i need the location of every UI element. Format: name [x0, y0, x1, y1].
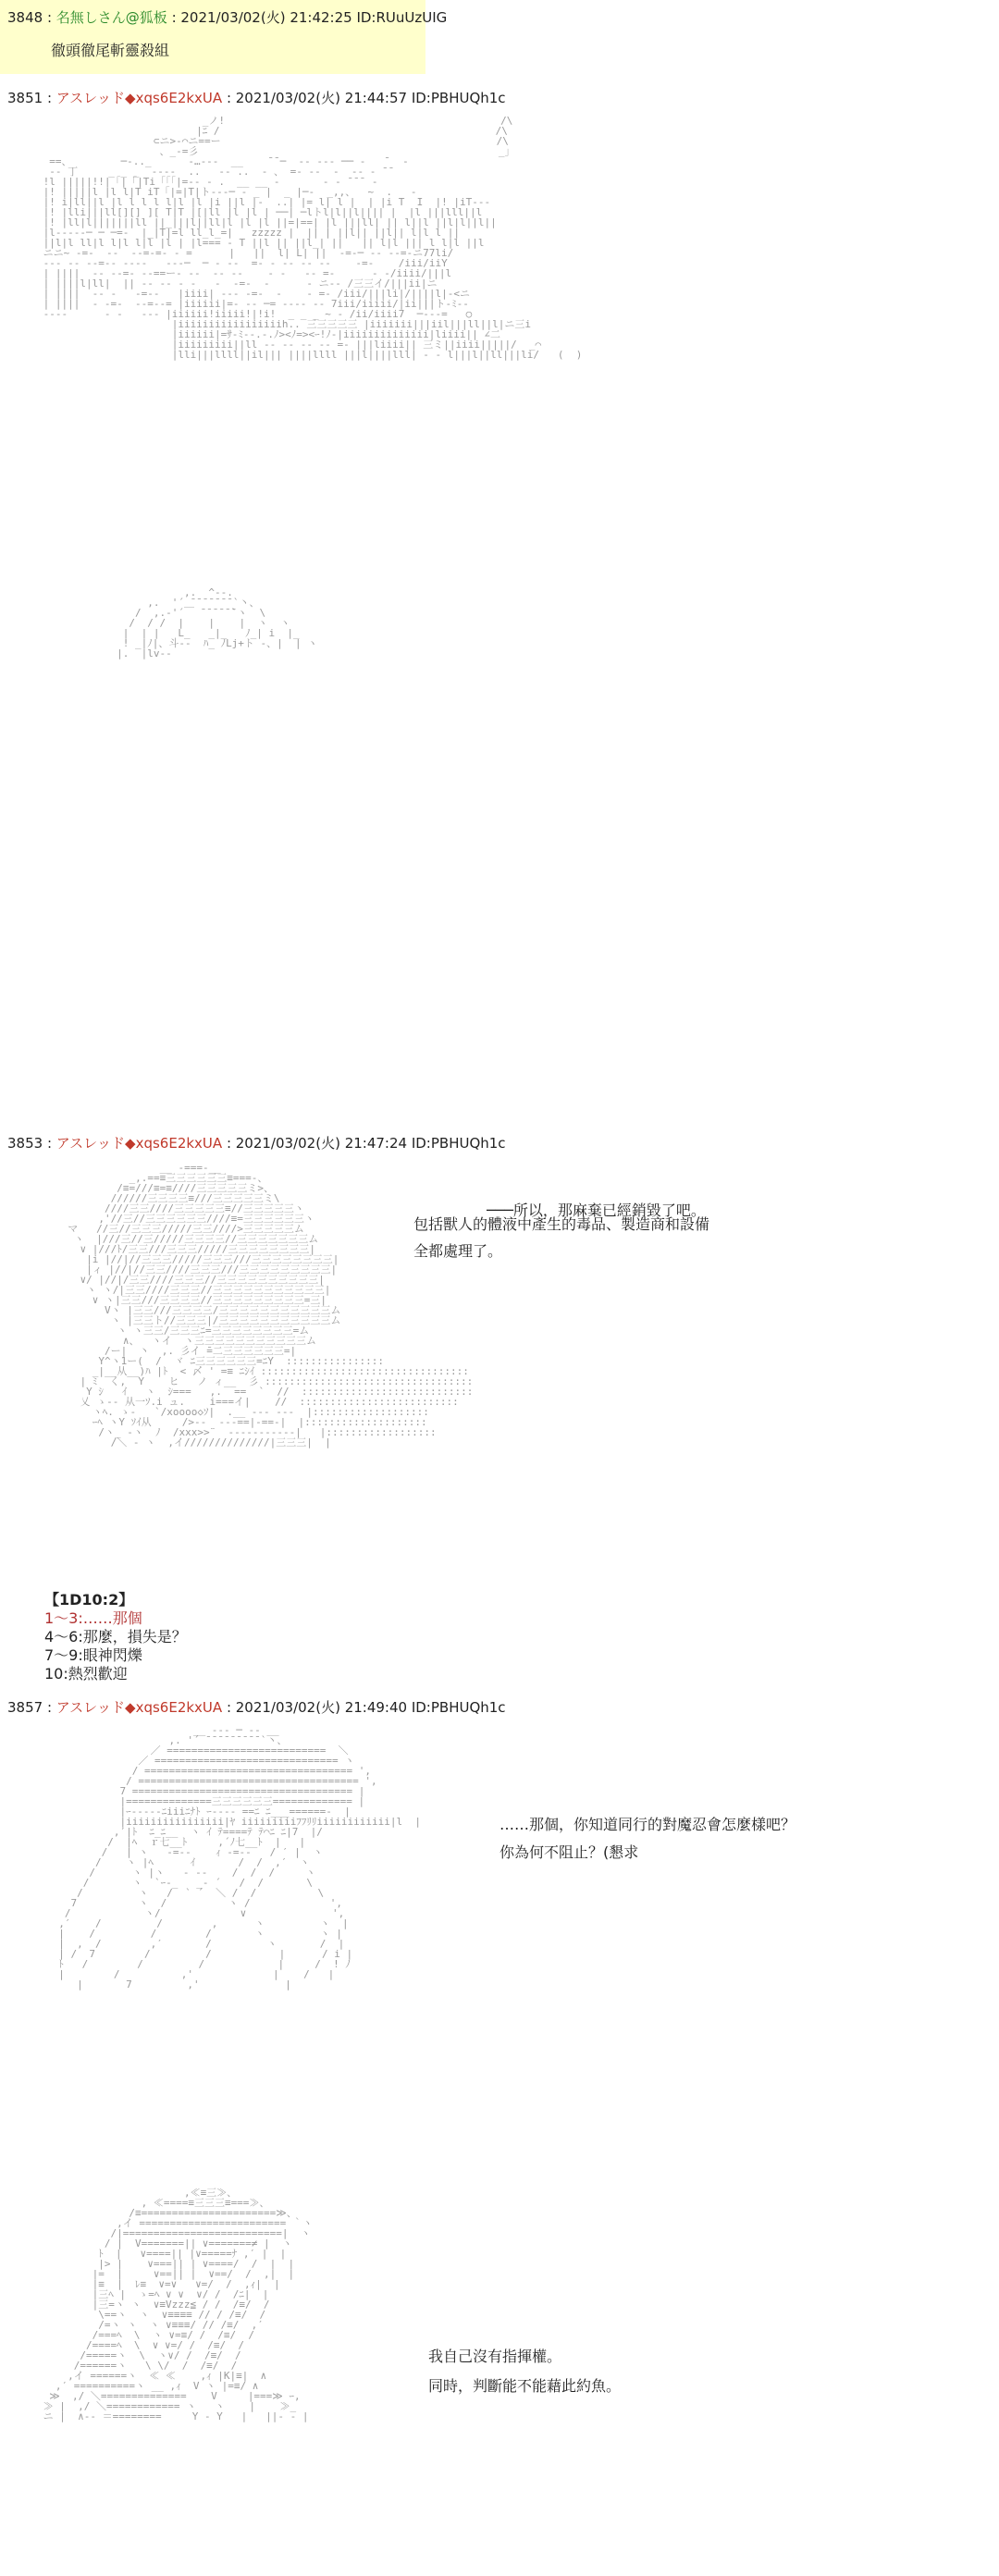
post-number[interactable]: 3851	[7, 90, 43, 106]
poster-name[interactable]: アスレッド	[56, 1699, 126, 1716]
post-body: ───所以，那麻棄已經銷毀了吧。	[487, 1202, 706, 1219]
ascii-art-character-1: ,. ^‐-. ,. '´ ̄ ̄ ̄ ̄ ̄ ̄ ̄ `丶、 / ,.‐'´￣ ̄ ̄ ̄ ̄ ̄ ̄`ヽ \ / / / | | | ヽ ヽ | | | L_ _|_ ﾉ_| i |_ ! _|ﾉ|、斗‐- ﾊ_ ﾉLj+ト ‐、| | ヽ |. |lv‐- ───所以，那麻棄已經銷毀了吧。	[117, 586, 706, 1219]
ascii-art-character-2: __ -===-__ _,.==≡三三三三三三≡===-、 /≡=///≡=≡////三三三三三ミ>、 //////三三三三≡///三三三三三ミ\ ////三三////三三三三三≡//三三三三三ヽ ,'//三//三三三三三三////≡=三三三三三三ヽ マ //三//三三三/////三三////>三三三三三ム ヽ |///三//三/////三三三三//三三三三三三三ム ∨ |///ﾄ/三三///三三三/////三三三三三三三三| |i |//|//三三三/////三三三///三三三三三三三三| |ィ |//|//三三////三三三///三三三三三三三三三| ∨/ |//|/三三////三三三//三三三三三三三三三三| ヽ ヽ/|三三////三三三//三三三三三三三三三三三| ∨ ヽ|三三///三三三三//三三三三三三三三三=三| Vヽ |三三///三三三三/三三三三三三三三三三三ム ヽ |三三ト//三三三|/三三三三三三三三三三三ム ヽ ヽ三三/三三三ﾆ=三三三三三三三三=ム ∧、 ヽイ ヽ三三三三三三三三三三三ム /ー| 丶 ,. 彡イ ̄=二三三三三三三=| Y^ヽ1ー( / ヾ ﾆ三三三三三三=ﾆY :::::::::::::::: _|__从__)ﾊ |ﾄ < 〆 ' =≡ ﾆｼｲ :::::::::::::::::::::::::::::::::: | ﾐ く, Y ヒ ノ ィ__ 彡 :::::::::::::::::::::::::::::::::: Y ｼ ｲ ヽ ｼ=== ,. == ` // :::::::::::::::::::::::::::: 乂 ゝ‐- 从一ｿ.i ュ. i===イ| // :::::::::::::::::::::::::: ヽﾍ. ゝ‐ `/xoooo◇ｿ| .__ ‐‐‐ ‐‐‐ |::::::::::::::::::: ｰﾍ ヽY ｿｲ从 />‐‐ ‐‐‐==|-==‐| |:::::::::::::::::::: /ヽ_ ‐ヽ ﾉ /xxx>>¨ ‐‐‐‐‐‐‐‐‐‐‐| |:::::::::::::::::: /＼ ‐ ヽ ,イ//////////////|三三三| |	[68, 1162, 474, 1448]
post-header	[7, 7, 447, 27]
post-meta: : 2021/03/02(火) 21:42:25 ID:RUuUzUIG	[166, 9, 448, 26]
dice-option: 4〜6:那麼，損失是？	[44, 1628, 187, 1645]
post-meta: : 2021/03/02(火) 21:47:24 ID:PBHUQh1c	[222, 1135, 506, 1152]
poster-trip: ◆xqs6E2kxUA	[125, 90, 223, 106]
poster-trip: ◆xqs6E2kxUA	[125, 1135, 223, 1152]
ascii-art-character-4: ,≪≡三≫、 , ≪====≡三三三≡===≫、 /≡======================≫、 ,イ ======================== ｀ヽ /|==========================| ヽ / | V=======|| ∨=======≠ | ヽ ﾄ | ∨====|| |∨=====ﾅ ,′ | | |> | ∨===|| | ∨====/ / | | |= | ∨==|| | ∨==/ / ,| | |≡ | ﾚ≡ ∨=∨ ∨=/ / ,ｨ| | |三ﾍ | ゝ=ﾍ ∨ ∨ ∨/ / /ﾆ| | |三=ヽ ヽ ∨≡Vzzz≦ / / /≡/ / \==ヽ ヽ ∨≡≡≡≡ // / /≡/ / /=ヽ ヽ ヽ ∨≡≡≡/ // /≡/ ,′ /===ﾍ \ ヽ ∨=≡/ / /≡/ / /====ﾍ \ ∨ ∨=/ / /≡/ / /=====ヽ \ ヽ∨/ / /≡/ / /======ヽ \ \/ / /≡/ / ,イ ======ヽ ≪ ≪ ,ｨ |K|≡| ∧ ,′ ==========ヽ __ ,ｨ V ヽ |=≡/ ∧ ≫ ,/ ＼============== V |===≫ ｰ, ≫ | ,/ ＼============ ヽ ヽ | ≫_ ニ | ∧‐‐ ＝======== Y ‐ Y | ||‐ ‐ |	[43, 2187, 313, 2422]
post-body-line-2: 全都處理了。	[413, 1242, 503, 1260]
post-body-line-1: 包括獸人的體液中產生的毒品、製造商和設備	[413, 1215, 710, 1233]
post-body-line-2: 你為何不阻止？(懇求	[500, 1843, 639, 1861]
post-body: 徹頭徹尾斬靈殺組	[51, 42, 170, 59]
separator: :	[43, 90, 56, 106]
post-header	[7, 1697, 506, 1717]
dice-option: 10:熱烈歡迎	[44, 1665, 128, 1682]
post-number[interactable]: 3853	[7, 1135, 43, 1152]
post-header	[7, 88, 506, 107]
post-number[interactable]: 3848	[7, 9, 43, 26]
poster-trip: ◆xqs6E2kxUA	[125, 1699, 223, 1716]
poster-name[interactable]: 名無しさん@狐板	[56, 9, 167, 26]
post-body-line-4: 同時，判斷能不能藉此約魚。	[428, 2377, 622, 2395]
post-header	[7, 1133, 506, 1152]
post-body-line-1: ……那個，你知道同行的對魔忍會怎麼樣吧？	[500, 1816, 796, 1833]
poster-name[interactable]: アスレッド	[56, 90, 126, 106]
post-meta: : 2021/03/02(火) 21:44:57 ID:PBHUQh1c	[222, 90, 506, 106]
dice-roll-block	[44, 1591, 187, 1683]
poster-name[interactable]: アスレッド	[56, 1135, 126, 1152]
dice-option: 7〜9:眼神閃爍	[44, 1646, 142, 1664]
ascii-art-character-3: __ -‐‐ ─ ‐- __ ,. '´ ̄ ̄ ̄ ̄ ̄ ̄ ̄ ̄ ̄ `丶、 ／ ========================== ＼ ／ ============================== ヽ / ================================== ', / ==================================== ', 7 ==================================== | |==============三三三三三三============= | |ｰ‐‐‐‐‐ﾆiiiﾆﾅﾄ ｰ‐‐‐‐ ==ﾆ ﾆ___======- | |iiiiiiiiiiiiiiii|ﾔ iiiiiiiiiﾌﾌﾘﾘiiiiiiiiiiii|l | ,′|ﾄ ﾆ_ﾆ__ ヽ ｲ ﾃ====ﾃ ﾃ⌒ﾆ ﾆ|7 |/ / |ﾍ ｒ七__ﾄ ,´ﾉ七__ﾄ | | / | ヽ ‐=-‐ ｨ ‐=-‐ / ′ | ヽ / ヽ |ﾍ ｲ / / ,′ ヽ / ヽ |ヽ ‐ -‐ / / / ヽ / ヽ `ｰ‐_ _‐ ´ / / \ / ヽ / ` ´ ＼ / / \ 7 ヽ / ヽ / ', / ヽ/ ∨ ', ,′ / / , ヽ ヽ | | / / / ヽ ヽ | | , / ,′ / ヽ / | | / 7 / / | / i | ﾄ / / / | / ! ﾉ | / ,' | / | | 7 ,' |	[58, 1724, 421, 1991]
ascii-art-cityscape: _ノ! /\ |ﾆ / /\ ⊂ニ>-⌒ニ==ー /\ 、_-=彡 _」 ==、 ─-.._ ‐…‐‐- __ ̄ ̄ ─ ‐‐ ‐‐‐ ── ‐ ̄ ‐ -‐ 丁 _ _ _ -‐‐‐ .. -‐ .. ‐ 、 =‐ -‐ ‐ ‐‐ ‐ ̄ ̄ !l |||||!!|「|「|Ti「「「|=‐‐ - . __ __ ‐ ‐ ‐ ̄ ̄ ̄ ‐ |! |||||l |l l|T iT「|=|T|ト-‐‐─ ‐ _ | _ |─‐ _,,、 ~ . - |! i|ll||l |l l l l l|l |l |i ||l |‐ ..| |= l| l | | |i T I |! |iT‐‐- |! |lli|||ll[][] ][ T|T |[|ll |l |l | ──| ─lトl|l||l|||| | |l |||lll||l |! |ll|l|||||||ll ||_|||l||ll|l |l |l ||=|==| |l |||ll| || l||l ||l|l||l|| |l-‐‐‐‐─ ─ ─=‐ |_|T|=l ll_l_=| zzzzz | || | ||l|| ||l|| l|l l || ||l|l ll|l l|l l|l |l | |l=== ‐ T ||l || ||l_| || || l|l ||| l l|l ||l ニニ~ ‐=‐ ‐‐ ‐‐=‐=‐ ‐ = | || l| L| || ‐=‐─ ‐‐ ‐‐=‐ニ77li/ ‐‐‐ ‐‐ ‐‐=‐‐ ‐‐‐‐ ‐‐‐─ ─ ‐ ‐‐ =‐ ‐ ‐‐ ‐‐ ‐‐ ‐=‐ /iii/iiY | |||| ‐‐ ‐‐=‐ ‐‐==ー‐ ‐‐ ‐‐ ‐‐ ‐ ‐ ‐‐ =‐ ‐ ‐/iiii/|||l | ||||l|ll| || ‐‐ ‐‐ ‐ ‐ ‐ ‐=‐ ‐ ‐ ニ-‐ /三三イ/|||ii|ニ | |||| ‐‐ ‐ ‐=‐‐ |iiii| ‐‐‐ ‐=‐ ‐ ‐ =‐ /iii/|||li|/||||l|‐<ニ | |||| ‐ ‐=‐ ‐‐=‐‐= |iiiiii|=‐ ‐‐ ─= ‐‐‐‐ ‐‐ 7iii/iiiii/|ii|||ト-ﾐ‐‐ ‐‐‐‐ ‐ ‐ ‐‐‐ |iiiiii!iiiii!|!i! _ _ _ ~ ‐ /ii/iiii7 ─‐‐‐= ○ |iiiiiiiiiiiiiiiiih.. 三三三三三 |iiiiiii|||iil|||ll||l|ニ三i |iiiiii|=ｻ-ﾐ‐-.-.ﾉ><ﾉ=><ｰ!ﾉ‐|iiiiiiiiiiiiii|liiii|| ∠二 |iiiiiiiii||ll ‐‐ ‐‐ ‐‐ ‐‐ =‐ |||liiii|| 三ミ||iiii|||||/ _⌒ |lli|||llll||il||| ||||llll |||l||||lll| ‐ ‐ l|||l||ll|||li/ ( )	[43, 115, 583, 361]
dice-roll-result: 【1D10:2】	[44, 1591, 134, 1608]
separator: :	[43, 9, 56, 26]
post-number[interactable]: 3857	[7, 1699, 43, 1716]
post-body-line-3: 我自己沒有指揮權。	[428, 2348, 562, 2365]
dice-option-selected: 1〜3:……那個	[44, 1609, 142, 1627]
separator: :	[43, 1135, 56, 1152]
separator: :	[43, 1699, 56, 1716]
post-meta: : 2021/03/02(火) 21:49:40 ID:PBHUQh1c	[222, 1699, 506, 1716]
